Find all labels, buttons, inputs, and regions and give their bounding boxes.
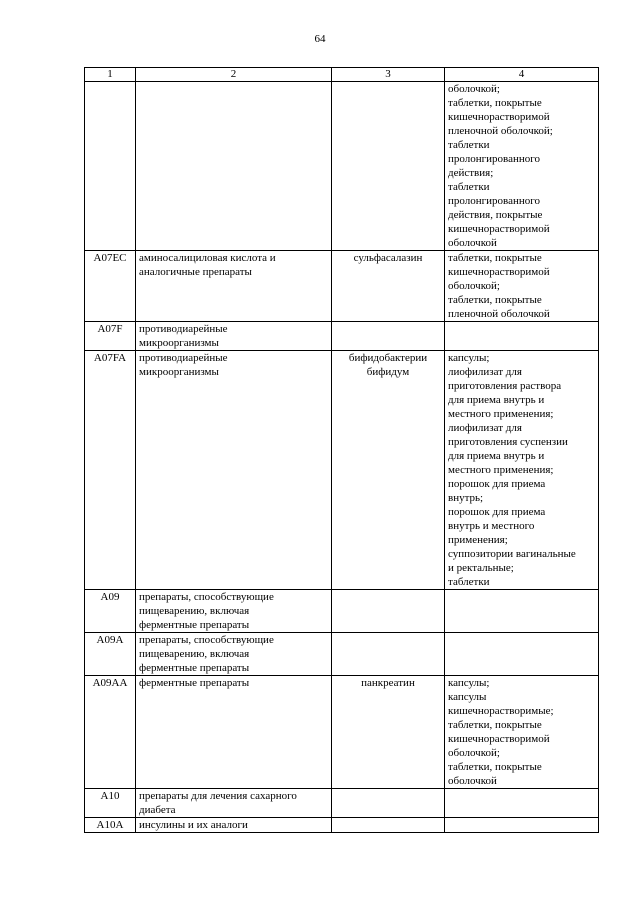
- cell-line: лиофилизат для: [448, 422, 522, 434]
- anatomical-group-cell: [136, 82, 332, 251]
- substance-cell: [332, 251, 445, 322]
- cell-line: оболочкой: [448, 237, 497, 249]
- column-header: 2: [136, 68, 332, 82]
- dosage-forms-cell: [445, 818, 599, 833]
- table-header-row: [85, 68, 599, 82]
- table-row: [85, 590, 599, 633]
- cell-line: пищеварению, включая: [139, 648, 250, 660]
- cell-line: бифидобактерии: [348, 352, 428, 364]
- cell-line: местного применения;: [448, 408, 554, 420]
- substance-cell: [332, 351, 445, 590]
- atc-code-cell: A07FA: [85, 351, 136, 590]
- cell-line: капсулы;: [448, 677, 490, 689]
- cell-line: порошок для приема: [448, 506, 546, 518]
- dosage-forms-cell: [445, 251, 599, 322]
- cell-line: препараты для лечения сахарного: [139, 790, 297, 802]
- cell-line: препараты, способствующие: [139, 634, 274, 646]
- cell-line: пролонгированного: [448, 153, 540, 165]
- cell-line: кишечнорастворимые;: [448, 705, 554, 717]
- table-row: [85, 251, 599, 322]
- cell-line: действия;: [448, 167, 494, 179]
- anatomical-group-cell: [136, 322, 332, 351]
- cell-line: панкреатин: [361, 677, 415, 689]
- column-header: 1: [85, 68, 136, 82]
- cell-line: препараты, способствующие: [139, 591, 274, 603]
- cell-line: оболочкой;: [448, 747, 500, 759]
- dosage-forms-cell: [445, 676, 599, 789]
- cell-line: таблетки: [448, 576, 490, 588]
- anatomical-group-cell: [136, 633, 332, 676]
- cell-line: оболочкой;: [448, 280, 500, 292]
- atc-code-cell: A09: [85, 590, 136, 633]
- cell-line: таблетки, покрытые: [448, 761, 542, 773]
- table-row: [85, 633, 599, 676]
- cell-line: для приема внутрь и: [448, 394, 545, 406]
- substance-cell: [332, 818, 445, 833]
- cell-line: ферментные препараты: [139, 662, 250, 674]
- column-header: 4: [445, 68, 599, 82]
- cell-line: пленочной оболочкой: [448, 308, 550, 320]
- cell-line: лиофилизат для: [448, 366, 522, 378]
- cell-line: сульфасалазин: [353, 252, 423, 264]
- cell-line: применения;: [448, 534, 508, 546]
- cell-line: и ректальные;: [448, 562, 514, 574]
- cell-line: таблетки, покрытые: [448, 294, 542, 306]
- cell-line: для приема внутрь и: [448, 450, 545, 462]
- cell-line: противодиарейные: [139, 323, 228, 335]
- cell-line: микроорганизмы: [139, 366, 219, 378]
- cell-line: аналогичные препараты: [139, 266, 252, 278]
- cell-line: приготовления раствора: [448, 380, 562, 392]
- atc-code-cell: A10A: [85, 818, 136, 833]
- cell-line: таблетки, покрытые: [448, 97, 542, 109]
- cell-line: оболочкой: [448, 775, 497, 787]
- cell-line: оболочкой;: [448, 83, 500, 95]
- page-number: 64: [314, 33, 326, 45]
- substance-cell: [332, 676, 445, 789]
- cell-line: инсулины и их аналоги: [139, 819, 248, 831]
- cell-line: суппозитории вагинальные: [448, 548, 576, 560]
- cell-line: микроорганизмы: [139, 337, 219, 349]
- table-row: [85, 676, 599, 789]
- cell-line: ферментные препараты: [139, 677, 250, 689]
- cell-line: кишечнорастворимой: [448, 266, 550, 278]
- table-row: [85, 322, 599, 351]
- cell-line: таблетки, покрытые: [448, 719, 542, 731]
- cell-line: таблетки: [448, 181, 490, 193]
- cell-line: кишечнорастворимой: [448, 223, 550, 235]
- cell-line: таблетки: [448, 139, 490, 151]
- cell-line: внутрь;: [448, 492, 484, 504]
- cell-line: диабета: [139, 804, 176, 816]
- substance-cell: [332, 590, 445, 633]
- cell-line: ферментные препараты: [139, 619, 250, 631]
- cell-line: пленочной оболочкой;: [448, 125, 553, 137]
- atc-code-cell: A09A: [85, 633, 136, 676]
- substance-cell: [332, 82, 445, 251]
- atc-code-cell: [85, 82, 136, 251]
- cell-line: аминосалициловая кислота и: [139, 252, 276, 264]
- table-row: [85, 82, 599, 251]
- cell-line: действия, покрытые: [448, 209, 543, 221]
- cell-line: пролонгированного: [448, 195, 540, 207]
- cell-line: внутрь и местного: [448, 520, 535, 532]
- atc-code-cell: A07F: [85, 322, 136, 351]
- anatomical-group-cell: [136, 590, 332, 633]
- anatomical-group-cell: [136, 676, 332, 789]
- table-row: [85, 351, 599, 590]
- cell-line: таблетки, покрытые: [448, 252, 542, 264]
- anatomical-group-cell: [136, 818, 332, 833]
- atc-code-cell: A10: [85, 789, 136, 818]
- table-row: [85, 818, 599, 833]
- cell-line: капсулы: [448, 691, 487, 703]
- atc-code-cell: A07EC: [85, 251, 136, 322]
- substance-cell: [332, 789, 445, 818]
- cell-line: кишечнорастворимой: [448, 111, 550, 123]
- dosage-forms-cell: [445, 322, 599, 351]
- dosage-forms-cell: [445, 82, 599, 251]
- dosage-forms-cell: [445, 590, 599, 633]
- cell-line: местного применения;: [448, 464, 554, 476]
- atc-code-cell: A09AA: [85, 676, 136, 789]
- anatomical-group-cell: [136, 351, 332, 590]
- cell-line: пищеварению, включая: [139, 605, 250, 617]
- cell-line: капсулы;: [448, 352, 490, 364]
- cell-line: приготовления суспензии: [448, 436, 568, 448]
- dosage-forms-cell: [445, 351, 599, 590]
- dosage-forms-cell: [445, 633, 599, 676]
- cell-line: кишечнорастворимой: [448, 733, 550, 745]
- column-header: 3: [332, 68, 445, 82]
- table-row: [85, 789, 599, 818]
- cell-line: бифидум: [366, 366, 410, 378]
- substance-cell: [332, 633, 445, 676]
- cell-line: противодиарейные: [139, 352, 228, 364]
- cell-line: порошок для приема: [448, 478, 546, 490]
- anatomical-group-cell: [136, 789, 332, 818]
- substance-cell: [332, 322, 445, 351]
- anatomical-group-cell: [136, 251, 332, 322]
- medication-table: [84, 67, 599, 833]
- dosage-forms-cell: [445, 789, 599, 818]
